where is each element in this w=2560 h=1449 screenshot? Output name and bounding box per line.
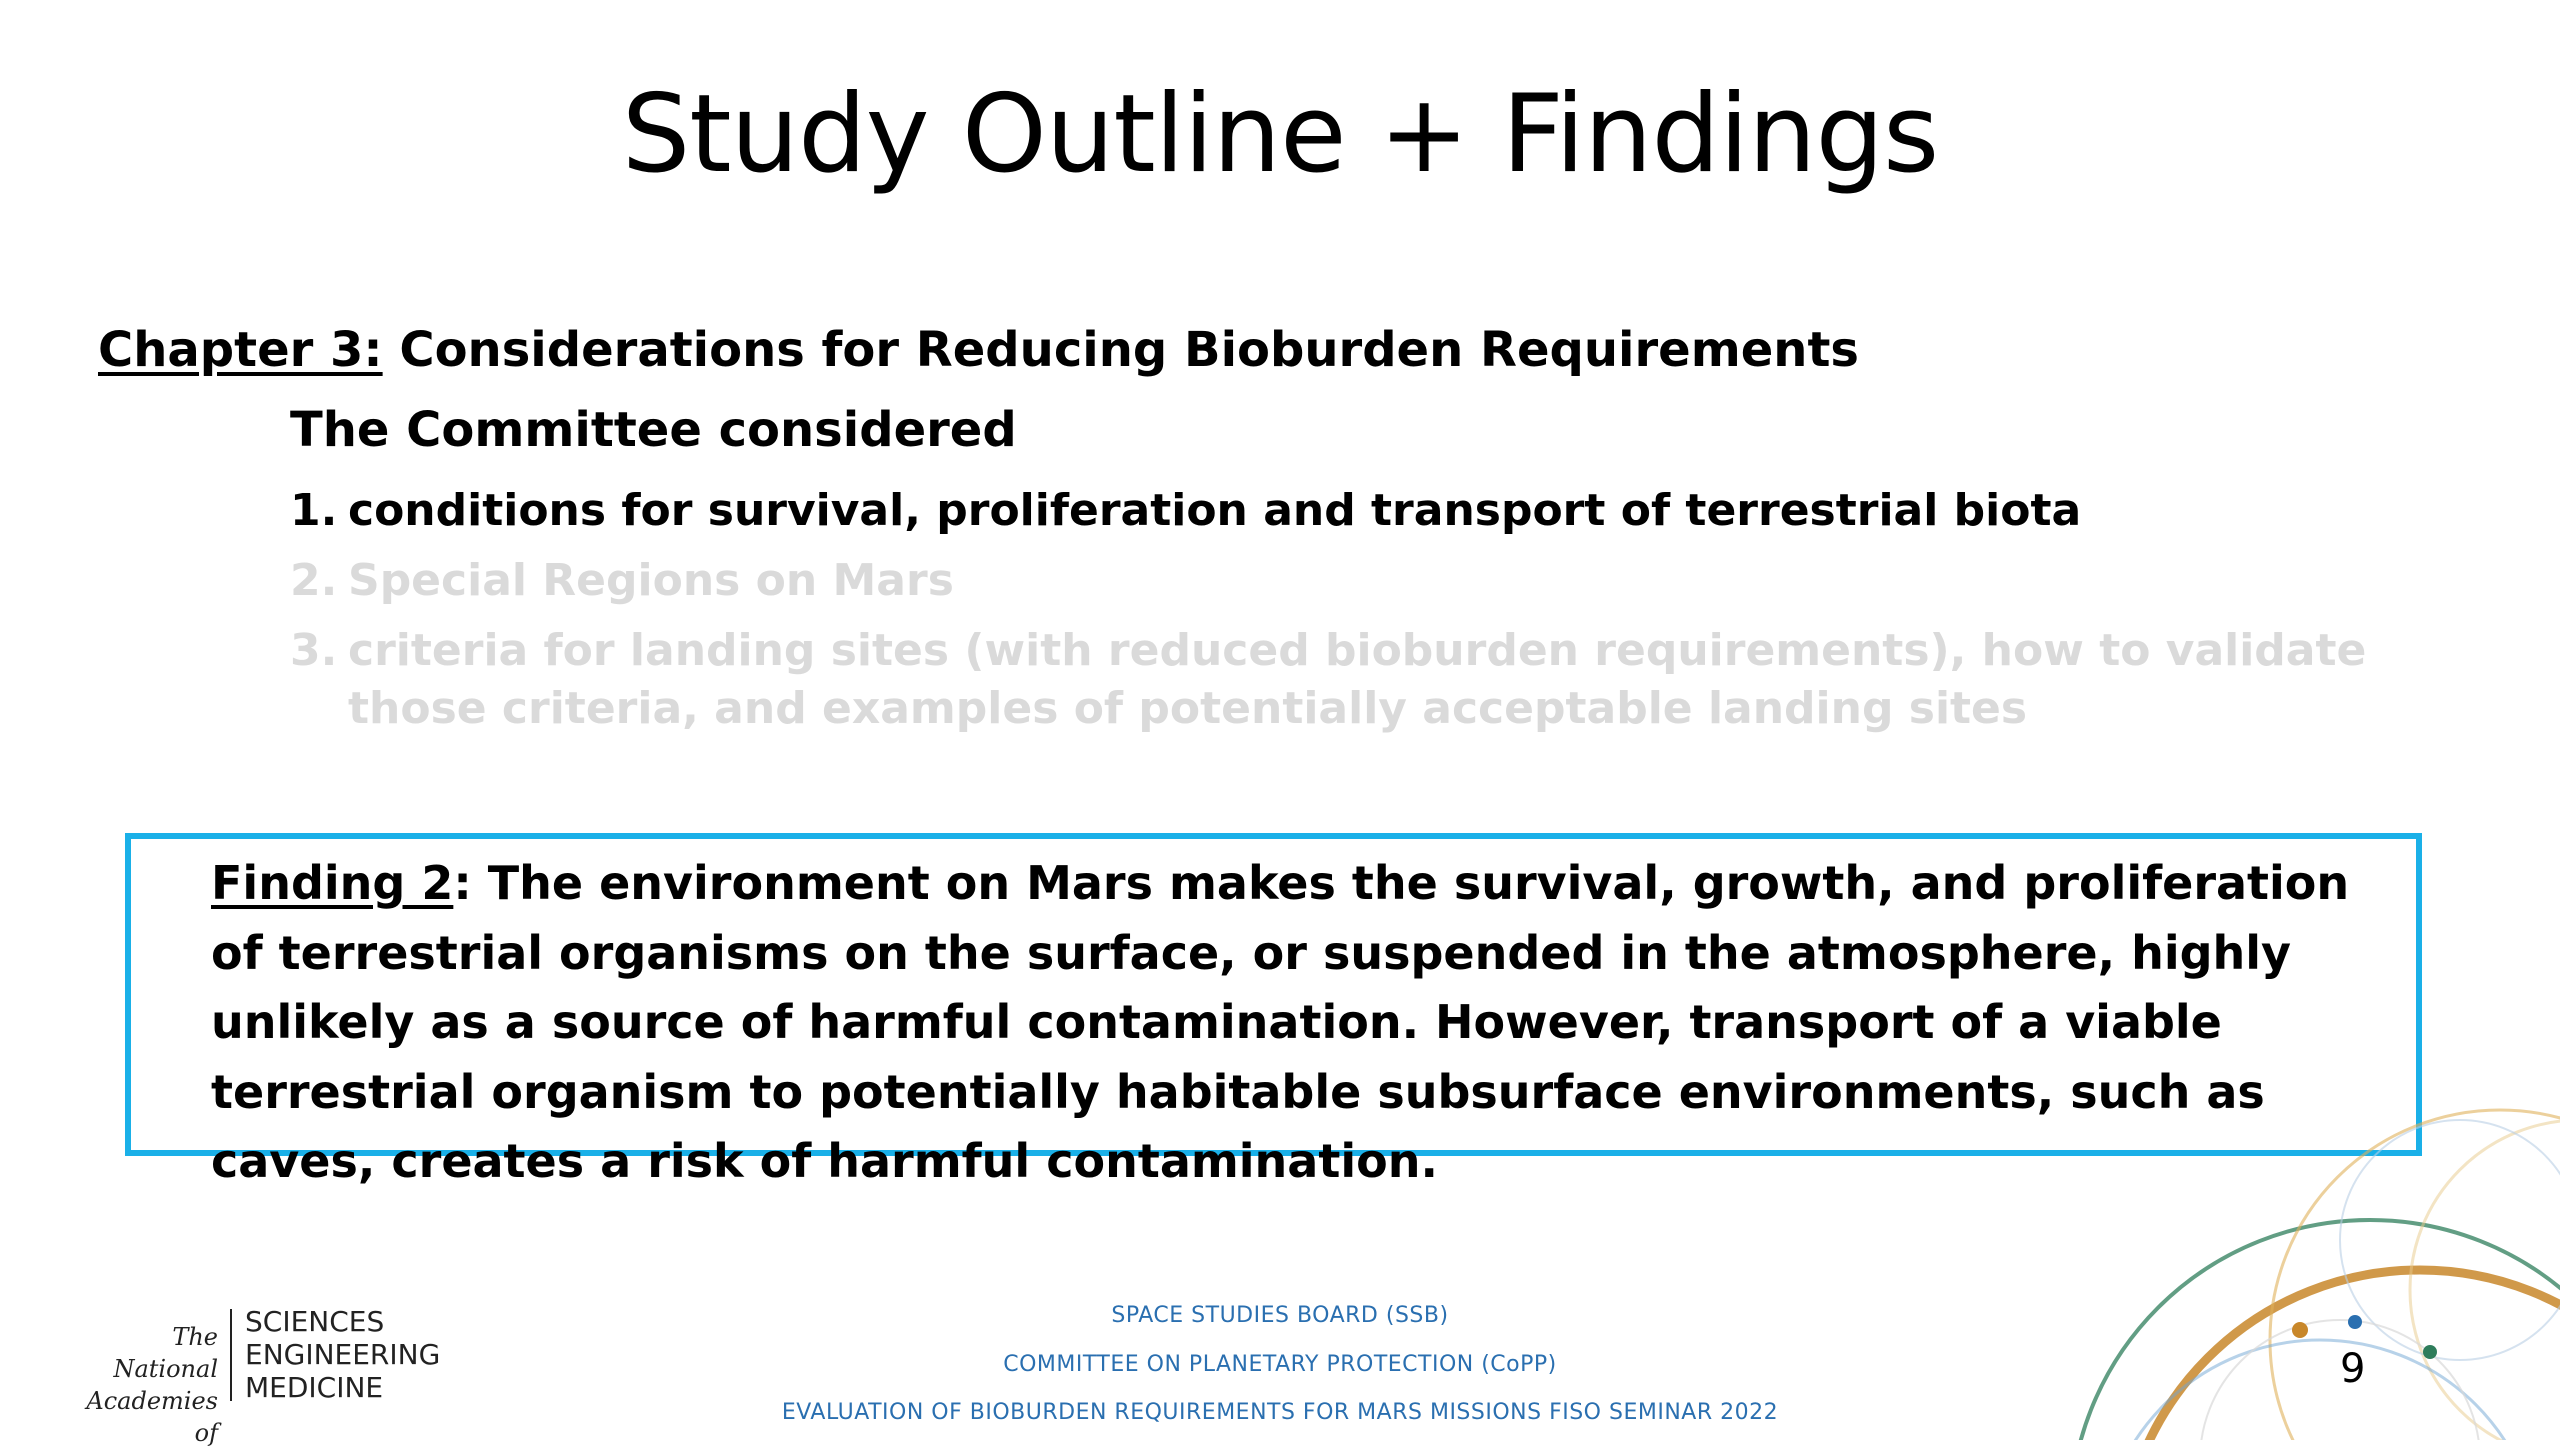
decorative-orbits-graphic (1900, 1100, 2560, 1440)
list-item-text: Special Regions on Mars (348, 555, 954, 606)
logo-wordmark (72, 1321, 218, 1449)
page-number: 9 (2340, 1346, 2366, 1392)
list-item-number: 3. (290, 625, 338, 676)
list-item-number: 2. (290, 555, 338, 606)
logo-line-1: The National (113, 1323, 218, 1383)
list-item-text: conditions for survival, proliferation and transport of terrestrial biota (348, 485, 2082, 536)
chapter-label: Chapter 3: (98, 322, 383, 378)
footer-line-2: COMMITTEE ON PLANETARY PROTECTION (CoPP) (1003, 1352, 1557, 1377)
logo-engineering: ENGINEERING (245, 1338, 441, 1371)
list-item (290, 622, 2390, 738)
list-item (290, 482, 2390, 540)
committee-subheading: The Committee considered (290, 402, 1017, 458)
chapter-heading (98, 322, 1859, 378)
footer-line-3: EVALUATION OF BIOBURDEN REQUIREMENTS FOR MARS MISSIONS FISO SEMINAR 2022 (781, 1400, 1779, 1425)
list-item-text: criteria for landing sites (with reduced bioburden requirements), how to validate those criteria, and examples of potentially acceptable landing sites (348, 625, 2367, 734)
logo-line-2: Academies of (86, 1387, 218, 1447)
chapter-title: Considerations for Reducing Bioburden Requirements (382, 322, 1859, 378)
logo-sciences: SCIENCES (245, 1305, 385, 1338)
considered-list (290, 482, 2390, 750)
logo-medicine: MEDICINE (245, 1371, 384, 1404)
list-item-number: 1. (290, 485, 338, 536)
list-item (290, 552, 2390, 610)
finding-label: Finding 2 (211, 856, 454, 910)
finding-body: : The environment on Mars makes the survival, growth, and proliferation of terrestrial organisms on the surface, or suspended in the atmosphere, highly unlikely as a source of harmful contamination. However, transport of a viable terrestrial organism to potentially habitable subsurface environments, such as caves, creates a risk of harmful contamination. (211, 856, 2350, 1188)
footer-line-1: SPACE STUDIES BOARD (SSB) (1111, 1303, 1449, 1328)
slide-title: Study Outline + Findings (621, 72, 1939, 197)
